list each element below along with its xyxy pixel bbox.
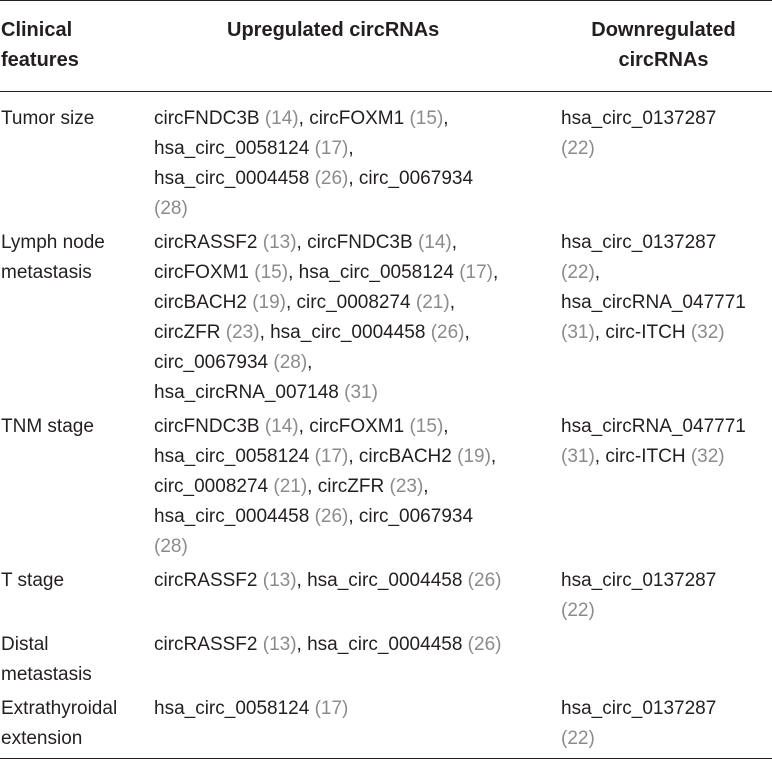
- circrna-text: hsa_circ_0058124: [154, 138, 315, 159]
- circrna-text: , hsa_circ_0004458: [296, 634, 468, 655]
- circrna-text: hsa_circ_0058124: [154, 446, 315, 467]
- reference-number: (14): [264, 108, 299, 129]
- circrna-text: ,: [493, 262, 499, 283]
- reference-number: (22): [561, 262, 595, 283]
- upregulated-line: [154, 288, 555, 318]
- reference-number: (13): [262, 634, 297, 655]
- downregulated-line: [561, 442, 772, 472]
- upregulated-line: [154, 348, 555, 378]
- downregulated-cell: [555, 694, 772, 759]
- reference-number: (17): [314, 698, 349, 719]
- header-clinical-features: [0, 1, 151, 92]
- downregulated-cell: [555, 630, 772, 694]
- reference-number: (28): [273, 352, 308, 373]
- circrna-text: , circFOXM1: [298, 108, 410, 129]
- circrna-text: hsa_circRNA_007148: [154, 382, 345, 403]
- clinical-feature-line: Extrathyroidal: [1, 698, 118, 719]
- clinical-feature-line: metastasis: [1, 664, 92, 685]
- circrna-text: hsa_circ_0137287: [561, 232, 717, 253]
- reference-number: (14): [417, 232, 452, 253]
- downregulated-line: [561, 412, 772, 442]
- circrna-text: hsa_circ_0137287: [561, 698, 717, 719]
- circrna-text: , circ_0067934: [348, 168, 474, 189]
- downregulated-line: [561, 258, 772, 288]
- downregulated-line: [561, 288, 772, 318]
- reference-number: (14): [264, 416, 299, 437]
- table-header: [0, 1, 772, 92]
- reference-number: (17): [459, 262, 493, 283]
- header-upregulated-line: Upregulated circRNAs: [227, 19, 440, 41]
- clinical-feature-line: Tumor size: [1, 108, 95, 129]
- table-row: [0, 630, 772, 694]
- circrna-text: hsa_circ_0004458: [154, 168, 315, 189]
- upregulated-line: [154, 630, 555, 660]
- circrna-text: ,: [348, 138, 354, 159]
- clinical-feature-cell: [0, 630, 151, 694]
- circrna-text: hsa_circRNA_047771: [561, 416, 746, 437]
- clinical-feature-line: T stage: [1, 570, 65, 591]
- upregulated-line: [154, 228, 555, 258]
- circrna-text: hsa_circ_0058124: [154, 698, 315, 719]
- downregulated-line: [561, 228, 772, 258]
- reference-number: (32): [690, 446, 725, 467]
- circrna-text: ,: [423, 476, 429, 497]
- circrna-text: circBACH2: [154, 292, 253, 313]
- upregulated-cell: [151, 566, 555, 630]
- upregulated-line: [154, 194, 555, 224]
- upregulated-line: [154, 164, 555, 194]
- reference-number: (31): [561, 322, 595, 343]
- header-downregulated-line: circRNAs: [618, 49, 709, 71]
- circrna-text: ,: [464, 322, 470, 343]
- upregulated-line: [154, 378, 555, 408]
- clinical-feature-cell: [0, 412, 151, 566]
- reference-number: (26): [467, 634, 502, 655]
- circrna-text: , circBACH2: [348, 446, 458, 467]
- circrna-text: hsa_circ_0137287: [561, 108, 717, 129]
- reference-number: (31): [561, 446, 595, 467]
- reference-number: (21): [273, 476, 308, 497]
- reference-number: (26): [314, 168, 349, 189]
- reference-number: (28): [154, 198, 188, 219]
- reference-number: (26): [314, 506, 349, 527]
- reference-number: (13): [262, 570, 297, 591]
- downregulated-cell: [555, 92, 772, 229]
- circrna-text: hsa_circ_0137287: [561, 570, 717, 591]
- upregulated-line: [154, 258, 555, 288]
- circrna-text: hsa_circRNA_047771: [561, 292, 746, 313]
- table-row: [0, 566, 772, 630]
- reference-number: (15): [409, 416, 444, 437]
- reference-number: (22): [561, 728, 595, 749]
- reference-number: (15): [254, 262, 289, 283]
- circrna-text: , circFOXM1: [298, 416, 410, 437]
- downregulated-line: [561, 724, 772, 754]
- reference-number: (17): [314, 446, 349, 467]
- reference-number: (22): [561, 600, 595, 621]
- clinical-feature-line: extension: [1, 728, 83, 749]
- reference-number: (19): [457, 446, 491, 467]
- circrna-text: , hsa_circ_0004458: [296, 570, 468, 591]
- clinical-feature-cell: [0, 566, 151, 630]
- reference-number: (31): [344, 382, 378, 403]
- upregulated-line: [154, 532, 555, 562]
- reference-number: (23): [389, 476, 424, 497]
- circrna-text: circRASSF2: [154, 634, 263, 655]
- downregulated-cell: [555, 566, 772, 630]
- reference-number: (28): [154, 536, 188, 557]
- reference-number: (22): [561, 138, 595, 159]
- upregulated-line: [154, 318, 555, 348]
- circrna-text: circFNDC3B: [154, 108, 265, 129]
- circrna-text: ,: [443, 416, 449, 437]
- downregulated-line: [561, 596, 772, 626]
- reference-number: (26): [430, 322, 465, 343]
- upregulated-line: [154, 104, 555, 134]
- circrna-text: , hsa_circ_0004458: [259, 322, 431, 343]
- clinical-feature-line: metastasis: [1, 262, 92, 283]
- circrna-text: ,: [594, 262, 601, 283]
- header-clinical-features-line: features: [1, 49, 79, 71]
- circrna-text: ,: [307, 352, 313, 373]
- upregulated-line: [154, 566, 555, 596]
- upregulated-cell: [151, 412, 555, 566]
- circrna-text: circ_0067934: [154, 352, 274, 373]
- upregulated-line: [154, 502, 555, 532]
- circrna-text: ,: [490, 446, 497, 467]
- upregulated-line: [154, 412, 555, 442]
- downregulated-line: [561, 134, 772, 164]
- upregulated-cell: [151, 92, 555, 229]
- clinical-feature-cell: [0, 228, 151, 412]
- circrna-text: ,: [449, 292, 455, 313]
- header-downregulated-line: Downregulated: [591, 19, 736, 41]
- clinical-feature-line: TNM stage: [1, 416, 94, 437]
- header-upregulated: [151, 1, 555, 92]
- circrna-text: circFNDC3B: [154, 416, 265, 437]
- header-downregulated: [555, 1, 772, 92]
- circrna-text: circ_0008274: [154, 476, 274, 497]
- upregulated-line: [154, 442, 555, 472]
- circrna-text: ,: [443, 108, 449, 129]
- reference-number: (26): [467, 570, 502, 591]
- upregulated-line: [154, 694, 555, 724]
- circrna-text: , circFNDC3B: [296, 232, 418, 253]
- clinical-feature-line: Distal: [1, 634, 49, 655]
- upregulated-cell: [151, 630, 555, 694]
- circrna-text: circZFR: [154, 322, 226, 343]
- circrna-text: circRASSF2: [154, 232, 263, 253]
- circrna-text: , circZFR: [307, 476, 390, 497]
- circrna-text: ,: [451, 232, 458, 253]
- downregulated-line: [561, 318, 772, 348]
- circrna-text: circRASSF2: [154, 570, 263, 591]
- header-row: [0, 1, 772, 92]
- table-row: [0, 92, 772, 229]
- table-row: [0, 228, 772, 412]
- upregulated-cell: [151, 694, 555, 759]
- clinical-feature-line: Lymph node: [1, 232, 105, 253]
- downregulated-line: [561, 104, 772, 134]
- downregulated-line: [561, 694, 772, 724]
- reference-number: (19): [252, 292, 286, 313]
- downregulated-cell: [555, 228, 772, 412]
- reference-number: (15): [409, 108, 444, 129]
- reference-number: (17): [314, 138, 349, 159]
- table-body: [0, 92, 772, 759]
- header-clinical-features-line: Clinical: [1, 19, 73, 41]
- reference-number: (21): [415, 292, 450, 313]
- upregulated-line: [154, 472, 555, 502]
- circrna-text: , circ_0008274: [285, 292, 416, 313]
- table-row: [0, 412, 772, 566]
- clinical-feature-cell: [0, 694, 151, 759]
- circrna-text: , circ_0067934: [348, 506, 474, 527]
- upregulated-cell: [151, 228, 555, 412]
- circrna-text: , hsa_circ_0058124: [288, 262, 460, 283]
- downregulated-cell: [555, 412, 772, 566]
- circrna-text: , circ-ITCH: [594, 322, 691, 343]
- circrna-text: , circ-ITCH: [594, 446, 691, 467]
- table-row: [0, 694, 772, 759]
- upregulated-line: [154, 134, 555, 164]
- reference-number: (13): [262, 232, 297, 253]
- downregulated-line: [561, 566, 772, 596]
- reference-number: (23): [225, 322, 260, 343]
- circrna-text: circFOXM1: [154, 262, 255, 283]
- reference-number: (32): [690, 322, 725, 343]
- circrna-text: hsa_circ_0004458: [154, 506, 315, 527]
- clinical-feature-cell: [0, 92, 151, 229]
